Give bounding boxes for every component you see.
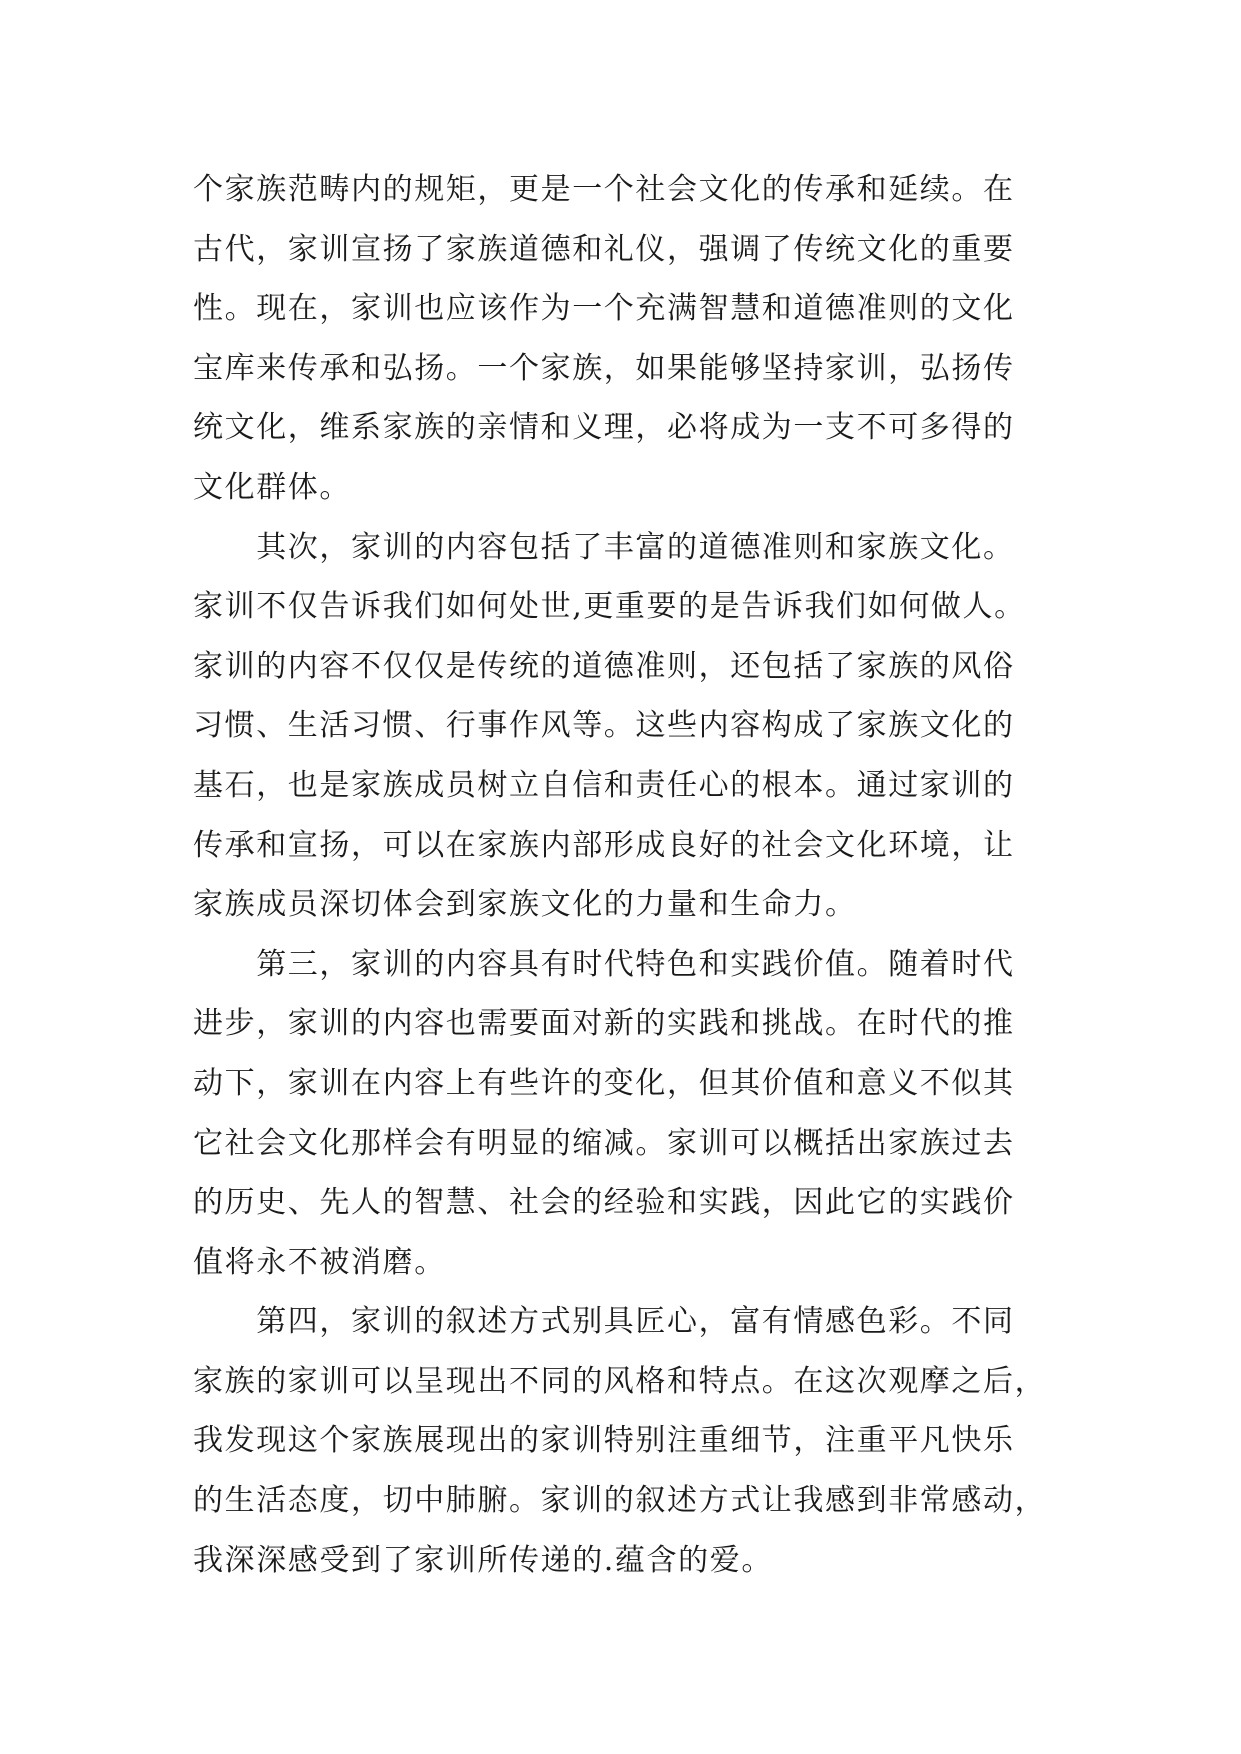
text-line: 动下，家训在内容上有些许的变化，但其价值和意义不似其 (193, 1065, 1015, 1101)
text-line: 值将永不被消磨。 (193, 1244, 446, 1280)
text-line: 家训的内容不仅仅是传统的道德准则，还包括了家族的风俗 (193, 648, 1015, 684)
text-line: 传承和宣扬，可以在家族内部形成良好的社会文化环境，让 (193, 827, 1015, 863)
text-line: 家训不仅告诉我们如何处世,更重要的是告诉我们如何做人。 (193, 589, 1026, 625)
paragraph-start-line: 第三，家训的内容具有时代特色和实践价值。随着时代 (193, 946, 1015, 982)
text-line: 的历史、先人的智慧、社会的经验和实践，因此它的实践价 (193, 1185, 1015, 1221)
text-line: 统文化，维系家族的亲情和义理，必将成为一支不可多得的 (193, 410, 1015, 446)
document-body (193, 160, 1053, 1590)
text-line: 我发现这个家族展现出的家训特别注重细节，注重平凡快乐 (193, 1423, 1015, 1459)
text-line: 习惯、生活习惯、行事作风等。这些内容构成了家族文化的 (193, 708, 1015, 744)
text-line: 文化群体。 (193, 469, 351, 505)
text-line: 家族成员深切体会到家族文化的力量和生命力。 (193, 887, 857, 923)
text-line: 古代，家训宣扬了家族道德和礼仪，强调了传统文化的重要 (193, 231, 1015, 267)
text-line: 我深深感受到了家训所传递的.蕴含的爱。 (193, 1542, 773, 1578)
paragraph-start-line: 其次，家训的内容包括了丰富的道德准则和家族文化。 (193, 529, 1015, 565)
text-line: 进步，家训的内容也需要面对新的实践和挑战。在时代的推 (193, 1006, 1015, 1042)
text-line: 的生活态度，切中肺腑。家训的叙述方式让我感到非常感动， (193, 1483, 1047, 1519)
text-line: 家族的家训可以呈现出不同的风格和特点。在这次观摩之后， (193, 1363, 1047, 1399)
text-line: 性。现在，家训也应该作为一个充满智慧和道德准则的文化 (193, 291, 1015, 327)
text-line: 基石，也是家族成员树立自信和责任心的根本。通过家训的 (193, 767, 1015, 803)
text-line: 宝库来传承和弘扬。一个家族，如果能够坚持家训，弘扬传 (193, 350, 1015, 386)
paragraph-start-line: 第四，家训的叙述方式别具匠心，富有情感色彩。不同 (193, 1304, 1015, 1340)
text-line: 它社会文化那样会有明显的缩减。家训可以概括出家族过去 (193, 1125, 1015, 1161)
text-line: 个家族范畴内的规矩，更是一个社会文化的传承和延续。在 (193, 172, 1015, 207)
